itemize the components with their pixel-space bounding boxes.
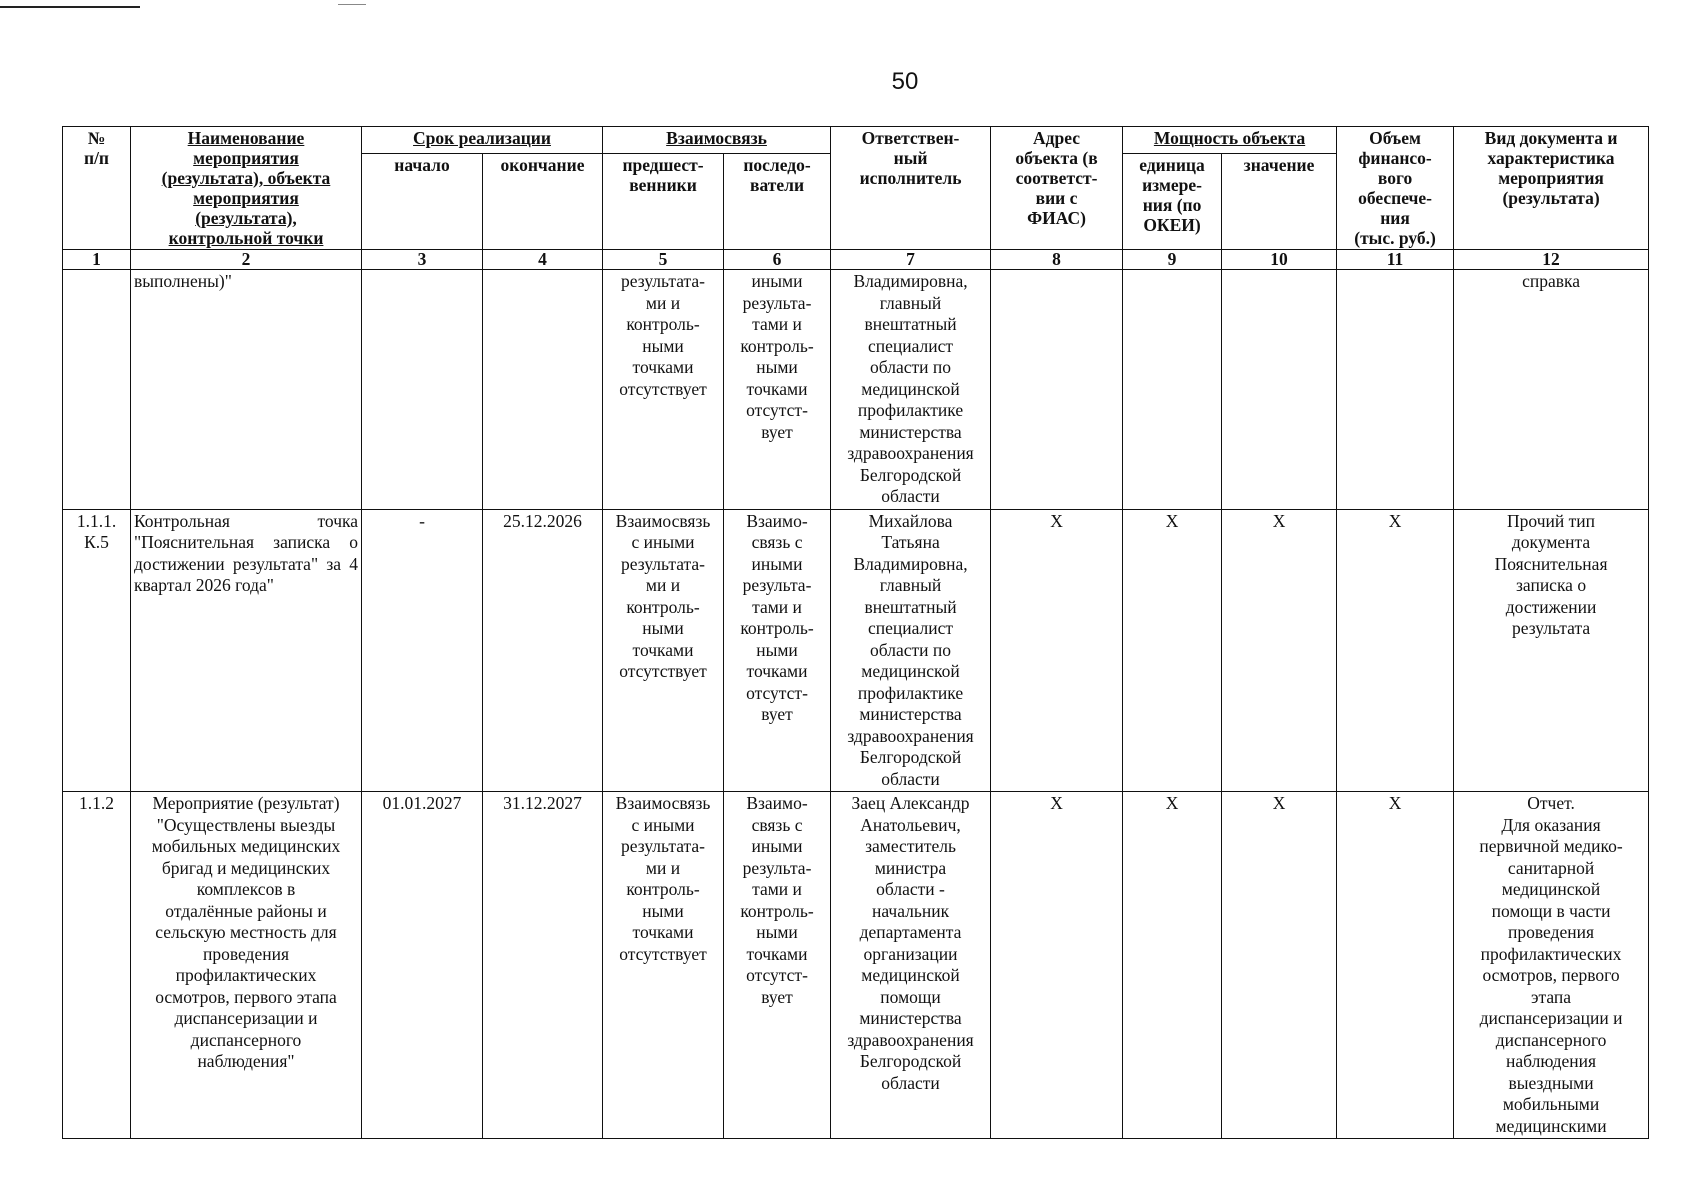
- row-predecessors: Взаимосвязь с иными результата- ми и контроль- ными точками отсутствует: [603, 792, 724, 1139]
- row-predecessors: Взаимосвязь с иными результата- ми и контроль- ными точками отсутствует: [603, 509, 724, 792]
- header-value: значение: [1222, 153, 1337, 249]
- header-document: Вид документа и характеристика мероприятия (результата): [1454, 127, 1649, 250]
- header-responsible: Ответствен- ный исполнитель: [831, 127, 991, 250]
- row-successors: иными результа- тами и контроль- ными точками отсутст- вует: [724, 270, 831, 510]
- row-end: [483, 270, 603, 510]
- row-address: X: [991, 509, 1123, 792]
- header-number: № п/п: [63, 127, 131, 250]
- column-number: 2: [131, 250, 362, 270]
- row-finance: [1337, 270, 1454, 510]
- row-name: Мероприятие (результат) "Осуществлены выезды мобильных медицинских бригад и медицинских комплексов в отдалённые районы и сельскую местность для проведения профилактических осмотров, первого этапа диспансеризации и диспансерного наблюдения": [131, 792, 362, 1139]
- row-address: [991, 270, 1123, 510]
- row-name: Контрольная точка "Пояснительная записка о достижении результата" за 4 квартал 2026 года": [131, 509, 362, 792]
- activity-plan-table: [62, 126, 1649, 1139]
- row-unit: [1123, 270, 1222, 510]
- row-finance: X: [1337, 509, 1454, 792]
- row-predecessors: результата- ми и контроль- ными точками отсутствует: [603, 270, 724, 510]
- row-responsible: Заец Александр Анатольевич, заместитель министра области - начальник департамента организации медицинской помощи министерства здравоохранения Белгородской области: [831, 792, 991, 1139]
- row-end: 31.12.2027: [483, 792, 603, 1139]
- column-number: 11: [1337, 250, 1454, 270]
- header-row-1: [63, 127, 1649, 154]
- header-address: Адрес объекта (в соответст- вии с ФИАС): [991, 127, 1123, 250]
- header-end: окончание: [483, 153, 603, 249]
- column-number: 4: [483, 250, 603, 270]
- row-document: Прочий тип документа Пояснительная записка о достижении результата: [1454, 509, 1649, 792]
- row-responsible: Михайлова Татьяна Владимировна, главный внештатный специалист области по медицинской профилактике министерства здравоохранения Белгородской области: [831, 509, 991, 792]
- row-address: X: [991, 792, 1123, 1139]
- row-value: [1222, 270, 1337, 510]
- column-number: 5: [603, 250, 724, 270]
- row-successors: Взаимо- связь с иными результа- тами и контроль- ными точками отсутст- вует: [724, 792, 831, 1139]
- row-unit: X: [1123, 792, 1222, 1139]
- table-row: [63, 270, 1649, 510]
- row-number: 1.1.2: [63, 792, 131, 1139]
- row-value: X: [1222, 509, 1337, 792]
- header-power-group: Мощность объекта: [1123, 127, 1337, 154]
- row-end: 25.12.2026: [483, 509, 603, 792]
- row-start: -: [362, 509, 483, 792]
- header-start: начало: [362, 153, 483, 249]
- row-start: 01.01.2027: [362, 792, 483, 1139]
- page-number: 50: [891, 68, 919, 95]
- scan-artifact-line: [0, 6, 140, 8]
- column-number: 9: [1123, 250, 1222, 270]
- row-number: 1.1.1. К.5: [63, 509, 131, 792]
- header-unit: единица измере- ния (по ОКЕИ): [1123, 153, 1222, 249]
- row-document: Отчет. Для оказания первичной медико- санитарной медицинской помощи в части проведения профилактических осмотров, первого этапа диспансеризации и диспансерного наблюдения выездными мобильными медицинскими: [1454, 792, 1649, 1139]
- column-number: 3: [362, 250, 483, 270]
- column-number: 7: [831, 250, 991, 270]
- column-number: 8: [991, 250, 1123, 270]
- header-predecessors: предшест- венники: [603, 153, 724, 249]
- row-document: справка: [1454, 270, 1649, 510]
- row-successors: Взаимо- связь с иными результа- тами и контроль- ными точками отсутст- вует: [724, 509, 831, 792]
- table-row: [63, 792, 1649, 1139]
- row-number: [63, 270, 131, 510]
- column-number: 12: [1454, 250, 1649, 270]
- row-responsible: Владимировна, главный внештатный специалист области по медицинской профилактике министерства здравоохранения Белгородской области: [831, 270, 991, 510]
- row-unit: X: [1123, 509, 1222, 792]
- column-number-row: [63, 250, 1649, 270]
- row-start: [362, 270, 483, 510]
- header-finance: Объем финансо- вого обеспече- ния (тыс. руб.): [1337, 127, 1454, 250]
- header-link-group: Взаимосвязь: [603, 127, 831, 154]
- column-number: 6: [724, 250, 831, 270]
- row-value: X: [1222, 792, 1337, 1139]
- header-name: Наименование мероприятия (результата), объекта мероприятия (результата), контрольной точки: [131, 127, 362, 250]
- column-number: 10: [1222, 250, 1337, 270]
- scan-artifact-line-short: [338, 4, 366, 5]
- row-finance: X: [1337, 792, 1454, 1139]
- header-successors: последо- ватели: [724, 153, 831, 249]
- column-number: 1: [63, 250, 131, 270]
- row-name: выполнены)": [131, 270, 362, 510]
- header-term-group: Срок реализации: [362, 127, 603, 154]
- table-row: [63, 509, 1649, 792]
